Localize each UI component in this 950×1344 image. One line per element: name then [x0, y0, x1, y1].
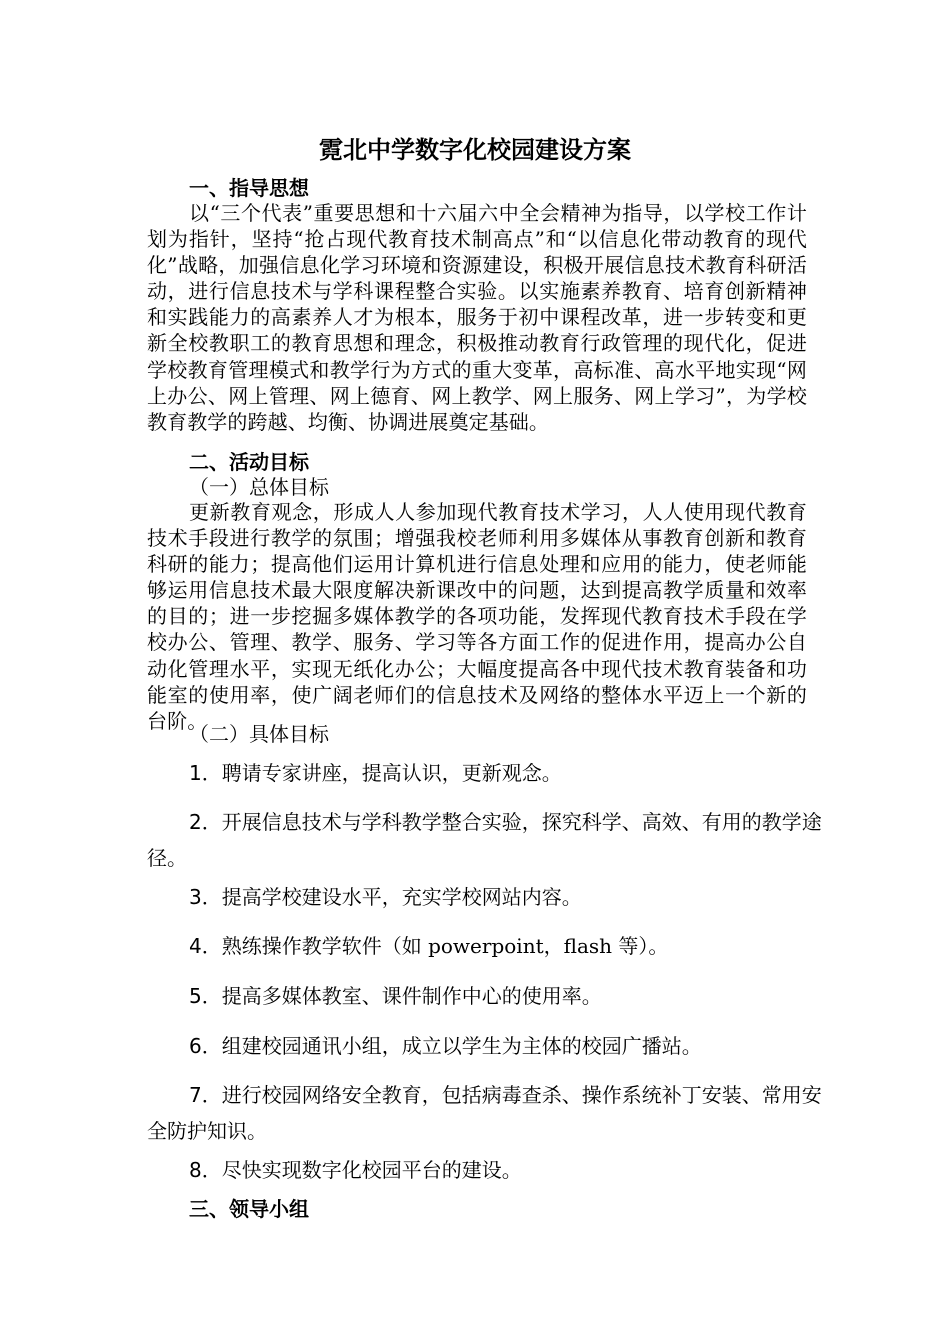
subsection-heading-overall-goals: （一）总体目标: [189, 475, 329, 499]
list-item-number: 6: [189, 1034, 202, 1058]
list-item: [147, 1152, 822, 1188]
section-heading-activity-goals: 二、活动目标: [189, 450, 309, 474]
list-item-text: ．组建校园通讯小组，成立以学生为主体的校园广播站。: [201, 1034, 702, 1058]
list-item: [147, 928, 822, 964]
list-item-number: 3: [189, 885, 202, 909]
list-item-text: ．熟练操作教学软件（如 powerpoint，flash 等）。: [201, 934, 669, 958]
list-item-number: 2: [189, 810, 202, 834]
list-item-number: 4: [189, 934, 202, 958]
list-item: [147, 804, 822, 876]
list-item: [147, 879, 822, 915]
list-item: [147, 1028, 822, 1064]
subsection-heading-specific-goals: （二）具体目标: [189, 722, 329, 746]
list-item-text: ．聘请专家讲座，提高认识，更新观念。: [201, 761, 562, 785]
section-heading-guiding-ideology: 一、指导思想: [189, 176, 309, 200]
list-item-number: 8: [189, 1158, 202, 1182]
list-item-number: 5: [189, 984, 202, 1008]
section-body-guiding-ideology: 以“三个代表”重要思想和十六届六中全会精神为指导，以学校工作计划为指针，坚持“抢占现代教育技术制高点”和“以信息化带动教育的现代化”战略，加强信息化学习环境和资源建设，积极开展信息技术教育科研活动，进行信息技术与学科课程整合实验。以实施素养教育、培育创新精神和实践能力的高素养人才为根本，服务于初中课程改革，进一步转变和更新全校教职工的教育思想和理念，积极推动教育行政管理的现代化，促进学校教育管理模式和教学行为方式的重大变革，高标准、高水平地实现“网上办公、网上管理、网上德育、网上教学、网上服务、网上学习”，为学校教育教学的跨越、均衡、协调进展奠定基础。: [147, 201, 807, 434]
list-item-text: ．尽快实现数字化校园平台的建设。: [201, 1158, 522, 1182]
subsection-body-overall-goals: 更新教育观念，形成人人参加现代教育技术学习，人人使用现代教育技术手段进行教学的氛围；增强我校老师利用多媒体从事教育创新和教育科研的能力；提高他们运用计算机进行信息处理和应用的能力，使老师能够运用信息技术最大限度解决新课改中的问题，达到提高教学质量和效率的目的；进一步挖掘多媒体教学的各项功能，发挥现代教育技术手段在学校办公、管理、教学、服务、学习等各方面工作的促进作用，提高办公自动化管理水平，实现无纸化办公；大幅度提高各中现代技术教育装备和功能室的使用率，使广阔老师们的信息技术及网络的整体水平迈上一个新的台阶。: [147, 500, 807, 733]
list-item-text: ．提高学校建设水平，充实学校网站内容。: [201, 885, 582, 909]
list-item: [147, 978, 822, 1014]
list-item-text: ．进行校园网络安全教育，包括病毒查杀、操作系统补丁安装、常用安全防护知识。: [147, 1083, 822, 1143]
list-item-text: ．开展信息技术与学科教学整合实验，探究科学、高效、有用的教学途径。: [147, 810, 822, 870]
list-item-text: ．提高多媒体教室、课件制作中心的使用率。: [201, 984, 602, 1008]
section-heading-leadership-group: 三、领导小组: [189, 1197, 309, 1221]
list-item-number: 1: [189, 761, 202, 785]
list-item: [147, 755, 822, 791]
list-item-number: 7: [189, 1083, 202, 1107]
document-title: 霓北中学数字化校园建设方案: [319, 136, 631, 164]
list-item: [147, 1077, 822, 1149]
